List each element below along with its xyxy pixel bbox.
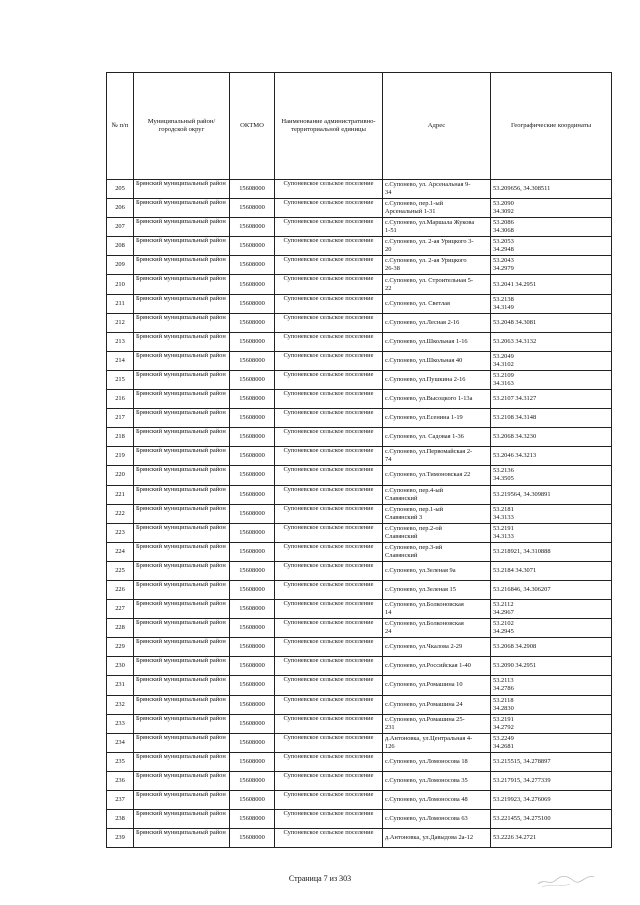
unit-cell: Супоневское сельское поселение — [275, 428, 383, 447]
header-unit: Наименование административно-территориальной единицы — [275, 73, 383, 180]
row-number: 239 — [107, 829, 134, 848]
coordinates-cell: 53.2184 34.3071 — [491, 561, 612, 580]
page-number: Страница 7 из 303 — [288, 874, 352, 883]
district-cell: Брянский муниципальный район — [134, 351, 230, 370]
coordinates-cell: 53.215515, 34.278897 — [491, 752, 612, 771]
coordinates-cell: 53.2068 34.2908 — [491, 638, 612, 657]
address-cell: д.Антоновка, ул.Давыдова 2а-12 — [383, 829, 491, 848]
row-number: 218 — [107, 428, 134, 447]
row-number: 224 — [107, 542, 134, 561]
unit-cell: Супоневское сельское поселение — [275, 370, 383, 389]
address-cell: с.Супонево, ул. Светлая — [383, 294, 491, 313]
unit-cell: Супоневское сельское поселение — [275, 294, 383, 313]
unit-cell: Супоневское сельское поселение — [275, 485, 383, 504]
row-number: 206 — [107, 199, 134, 218]
unit-cell: Супоневское сельское поселение — [275, 409, 383, 428]
oktmo-cell: 15608000 — [230, 600, 275, 619]
header-num: № п/п — [107, 73, 134, 180]
district-cell: Брянский муниципальный район — [134, 218, 230, 237]
address-cell: с.Супонево, ул.Ромашина 24 — [383, 695, 491, 714]
district-cell: Брянский муниципальный район — [134, 714, 230, 733]
header-district: Муниципальный район/городской округ — [134, 73, 230, 180]
district-cell: Брянский муниципальный район — [134, 561, 230, 580]
oktmo-cell: 15608000 — [230, 695, 275, 714]
header-address: Адрес — [383, 73, 491, 180]
coordinates-cell: 53.2226 34.2721 — [491, 829, 612, 848]
oktmo-cell: 15608000 — [230, 390, 275, 409]
oktmo-cell: 15608000 — [230, 275, 275, 294]
table-row — [107, 256, 612, 275]
oktmo-cell: 15608000 — [230, 199, 275, 218]
oktmo-cell: 15608000 — [230, 332, 275, 351]
unit-cell: Супоневское сельское поселение — [275, 600, 383, 619]
coordinates-cell: 53.2043 34.2979 — [491, 256, 612, 275]
district-cell: Брянский муниципальный район — [134, 657, 230, 676]
coordinates-cell: 53.2191 34.3133 — [491, 523, 612, 542]
address-cell: с.Супонево, ул.Школьная 1-16 — [383, 332, 491, 351]
address-cell: с.Супонево, ул.Зеленая 9а — [383, 561, 491, 580]
row-number: 233 — [107, 714, 134, 733]
row-number: 219 — [107, 447, 134, 466]
address-cell: с.Супонево, ул.Первомайская 2- 74 — [383, 447, 491, 466]
row-number: 212 — [107, 313, 134, 332]
coordinates-cell: 53.217915, 34.277339 — [491, 771, 612, 790]
oktmo-cell: 15608000 — [230, 447, 275, 466]
unit-cell: Супоневское сельское поселение — [275, 791, 383, 810]
district-cell: Брянский муниципальный район — [134, 313, 230, 332]
table-row — [107, 714, 612, 733]
table-row — [107, 428, 612, 447]
coordinates-cell: 53.2090 34.3092 — [491, 199, 612, 218]
address-cell: с.Супонево, ул.Ломоносова 35 — [383, 771, 491, 790]
unit-cell: Супоневское сельское поселение — [275, 313, 383, 332]
table-row — [107, 180, 612, 199]
table-row — [107, 447, 612, 466]
address-cell: с.Супонево, пер.4-ый Славянский — [383, 485, 491, 504]
unit-cell: Супоневское сельское поселение — [275, 752, 383, 771]
address-cell: с.Супонево, ул. 2-ая Урицкого 26-38 — [383, 256, 491, 275]
table-row — [107, 294, 612, 313]
table-row — [107, 791, 612, 810]
unit-cell: Супоневское сельское поселение — [275, 657, 383, 676]
table-row — [107, 619, 612, 638]
row-number: 235 — [107, 752, 134, 771]
register-sheet — [106, 72, 611, 848]
district-cell: Брянский муниципальный район — [134, 294, 230, 313]
coordinates-cell: 53.2249 34.2681 — [491, 733, 612, 752]
unit-cell: Супоневское сельское поселение — [275, 619, 383, 638]
table-row — [107, 504, 612, 523]
row-number: 221 — [107, 485, 134, 504]
oktmo-cell: 15608000 — [230, 485, 275, 504]
district-cell: Брянский муниципальный район — [134, 619, 230, 638]
table-row — [107, 523, 612, 542]
district-cell: Брянский муниципальный район — [134, 791, 230, 810]
district-cell: Брянский муниципальный район — [134, 752, 230, 771]
row-number: 237 — [107, 791, 134, 810]
district-cell: Брянский муниципальный район — [134, 390, 230, 409]
table-row — [107, 485, 612, 504]
table-row — [107, 351, 612, 370]
unit-cell: Супоневское сельское поселение — [275, 351, 383, 370]
oktmo-cell: 15608000 — [230, 791, 275, 810]
table-row — [107, 313, 612, 332]
row-number: 210 — [107, 275, 134, 294]
address-cell: с.Супонево, ул.Чкалова 2-29 — [383, 638, 491, 657]
district-cell: Брянский муниципальный район — [134, 485, 230, 504]
district-cell: Брянский муниципальный район — [134, 409, 230, 428]
address-cell: с.Супонево, ул.Пушкина 2-16 — [383, 370, 491, 389]
coordinates-cell: 53.2109 34.3163 — [491, 370, 612, 389]
coordinates-cell: 53.218921, 34.310888 — [491, 542, 612, 561]
table-row — [107, 370, 612, 389]
row-number: 229 — [107, 638, 134, 657]
row-number: 232 — [107, 695, 134, 714]
district-cell: Брянский муниципальный район — [134, 180, 230, 199]
district-cell: Брянский муниципальный район — [134, 810, 230, 829]
unit-cell: Супоневское сельское поселение — [275, 638, 383, 657]
oktmo-cell: 15608000 — [230, 294, 275, 313]
address-cell: с.Супонево, ул.Тимоновская 22 — [383, 466, 491, 485]
oktmo-cell: 15608000 — [230, 580, 275, 599]
district-cell: Брянский муниципальный район — [134, 447, 230, 466]
district-cell: Брянский муниципальный район — [134, 695, 230, 714]
district-cell: Брянский муниципальный район — [134, 676, 230, 695]
unit-cell: Супоневское сельское поселение — [275, 523, 383, 542]
coordinates-cell: 53.2049 34.3102 — [491, 351, 612, 370]
address-cell: с.Супонево, ул.Российская 1-40 — [383, 657, 491, 676]
address-cell: с.Супонево, ул.Ломоносова 18 — [383, 752, 491, 771]
table-row — [107, 810, 612, 829]
district-cell: Брянский муниципальный район — [134, 523, 230, 542]
table-body — [107, 180, 612, 848]
oktmo-cell: 15608000 — [230, 561, 275, 580]
row-number: 211 — [107, 294, 134, 313]
district-cell: Брянский муниципальный район — [134, 256, 230, 275]
unit-cell: Супоневское сельское поселение — [275, 695, 383, 714]
oktmo-cell: 15608000 — [230, 351, 275, 370]
oktmo-cell: 15608000 — [230, 657, 275, 676]
header-oktmo: ОКТМО — [230, 73, 275, 180]
address-cell: с.Супонево, ул.Ромашина 25- 231 — [383, 714, 491, 733]
address-cell: с.Супонево, ул. Строительная 5- 22 — [383, 275, 491, 294]
oktmo-cell: 15608000 — [230, 523, 275, 542]
table-row — [107, 600, 612, 619]
unit-cell: Супоневское сельское поселение — [275, 390, 383, 409]
table-row — [107, 332, 612, 351]
unit-cell: Супоневское сельское поселение — [275, 237, 383, 256]
oktmo-cell: 15608000 — [230, 733, 275, 752]
table-row — [107, 638, 612, 657]
coordinates-cell: 53.2041 34.2951 — [491, 275, 612, 294]
address-cell: с.Супонево, ул.Болконовская 14 — [383, 600, 491, 619]
unit-cell: Супоневское сельское поселение — [275, 199, 383, 218]
table-row — [107, 237, 612, 256]
oktmo-cell: 15608000 — [230, 504, 275, 523]
address-cell: с.Супонево, пер.1-ый Славянский 3 — [383, 504, 491, 523]
unit-cell: Супоневское сельское поселение — [275, 447, 383, 466]
coordinates-cell: 53.209656, 34.308511 — [491, 180, 612, 199]
coordinates-cell: 53.2138 34.3149 — [491, 294, 612, 313]
oktmo-cell: 15608000 — [230, 237, 275, 256]
address-cell: с.Супонево, пер.1-ый Арсенальный 1-31 — [383, 199, 491, 218]
district-cell: Брянский муниципальный район — [134, 733, 230, 752]
coordinates-cell: 53.2113 34.2786 — [491, 676, 612, 695]
unit-cell: Супоневское сельское поселение — [275, 180, 383, 199]
table-header — [107, 73, 612, 180]
row-number: 207 — [107, 218, 134, 237]
oktmo-cell: 15608000 — [230, 676, 275, 695]
row-number: 208 — [107, 237, 134, 256]
table-row — [107, 771, 612, 790]
table-row — [107, 199, 612, 218]
address-cell: с.Супонево, ул. Садовая 1-36 — [383, 428, 491, 447]
coordinates-cell: 53.2107 34.3127 — [491, 390, 612, 409]
table-row — [107, 733, 612, 752]
coordinates-cell: 53.216846, 34.306207 — [491, 580, 612, 599]
row-number: 227 — [107, 600, 134, 619]
row-number: 230 — [107, 657, 134, 676]
oktmo-cell: 15608000 — [230, 466, 275, 485]
table-row — [107, 409, 612, 428]
oktmo-cell: 15608000 — [230, 619, 275, 638]
unit-cell: Супоневское сельское поселение — [275, 256, 383, 275]
oktmo-cell: 15608000 — [230, 218, 275, 237]
district-cell: Брянский муниципальный район — [134, 275, 230, 294]
unit-cell: Супоневское сельское поселение — [275, 714, 383, 733]
table-row — [107, 542, 612, 561]
row-number: 216 — [107, 390, 134, 409]
coordinates-cell: 53.2108 34.3148 — [491, 409, 612, 428]
row-number: 228 — [107, 619, 134, 638]
row-number: 220 — [107, 466, 134, 485]
address-cell: с.Супонево, ул.Маршала Жукова 1-51 — [383, 218, 491, 237]
row-number: 238 — [107, 810, 134, 829]
row-number: 236 — [107, 771, 134, 790]
address-cell: с.Супонево, ул.Школьная 40 — [383, 351, 491, 370]
address-cell: с.Супонево, ул. Арсенальная 9- 34 — [383, 180, 491, 199]
table-row — [107, 561, 612, 580]
address-cell: с.Супонево, пер.3-ий Славянский — [383, 542, 491, 561]
row-number: 209 — [107, 256, 134, 275]
coordinates-cell: 53.2053 34.2948 — [491, 237, 612, 256]
oktmo-cell: 15608000 — [230, 409, 275, 428]
oktmo-cell: 15608000 — [230, 638, 275, 657]
locations-table — [106, 72, 612, 848]
address-cell: с.Супонево, пер.2-ой Славянский — [383, 523, 491, 542]
district-cell: Брянский муниципальный район — [134, 600, 230, 619]
coordinates-cell: 53.219923, 34.276069 — [491, 791, 612, 810]
unit-cell: Супоневское сельское поселение — [275, 733, 383, 752]
oktmo-cell: 15608000 — [230, 752, 275, 771]
address-cell: с.Супонево, ул.Зеленая 15 — [383, 580, 491, 599]
table-row — [107, 829, 612, 848]
district-cell: Брянский муниципальный район — [134, 428, 230, 447]
row-number: 205 — [107, 180, 134, 199]
row-number: 222 — [107, 504, 134, 523]
coordinates-cell: 53.2112 34.2967 — [491, 600, 612, 619]
coordinates-cell: 53.2102 34.2945 — [491, 619, 612, 638]
oktmo-cell: 15608000 — [230, 829, 275, 848]
header-coords: Географические координаты — [491, 73, 612, 180]
coordinates-cell: 53.2118 34.2830 — [491, 695, 612, 714]
coordinates-cell: 53.2046 34.3213 — [491, 447, 612, 466]
oktmo-cell: 15608000 — [230, 370, 275, 389]
unit-cell: Супоневское сельское поселение — [275, 332, 383, 351]
unit-cell: Супоневское сельское поселение — [275, 504, 383, 523]
row-number: 234 — [107, 733, 134, 752]
address-cell: с.Супонево, ул.Лесная 2-16 — [383, 313, 491, 332]
district-cell: Брянский муниципальный район — [134, 237, 230, 256]
district-cell: Брянский муниципальный район — [134, 504, 230, 523]
row-number: 217 — [107, 409, 134, 428]
unit-cell: Супоневское сельское поселение — [275, 466, 383, 485]
district-cell: Брянский муниципальный район — [134, 638, 230, 657]
oktmo-cell: 15608000 — [230, 256, 275, 275]
address-cell: с.Супонево, ул.Высоцкого 1-13а — [383, 390, 491, 409]
coordinates-cell: 53.219564, 34.309891 — [491, 485, 612, 504]
table-row — [107, 275, 612, 294]
table-row — [107, 218, 612, 237]
unit-cell: Супоневское сельское поселение — [275, 275, 383, 294]
row-number: 213 — [107, 332, 134, 351]
oktmo-cell: 15608000 — [230, 428, 275, 447]
coordinates-cell: 53.2086 34.3068 — [491, 218, 612, 237]
signature-mark — [536, 868, 596, 890]
unit-cell: Супоневское сельское поселение — [275, 810, 383, 829]
table-row — [107, 676, 612, 695]
address-cell: с.Супонево, ул. 2-ая Урицкого 3- 20 — [383, 237, 491, 256]
coordinates-cell: 53.221455, 34.275100 — [491, 810, 612, 829]
coordinates-cell: 53.2136 34.3505 — [491, 466, 612, 485]
unit-cell: Супоневское сельское поселение — [275, 829, 383, 848]
unit-cell: Супоневское сельское поселение — [275, 580, 383, 599]
table-row — [107, 752, 612, 771]
address-cell: д.Антоновка, ул.Центральная 4- 126 — [383, 733, 491, 752]
unit-cell: Супоневское сельское поселение — [275, 771, 383, 790]
district-cell: Брянский муниципальный район — [134, 466, 230, 485]
row-number: 215 — [107, 370, 134, 389]
coordinates-cell: 53.2090 34.2951 — [491, 657, 612, 676]
coordinates-cell: 53.2068 34.3230 — [491, 428, 612, 447]
table-row — [107, 695, 612, 714]
unit-cell: Супоневское сельское поселение — [275, 676, 383, 695]
address-cell: с.Супонево, ул.Болконовская 24 — [383, 619, 491, 638]
address-cell: с.Супонево, ул.Ломоносова 48 — [383, 791, 491, 810]
oktmo-cell: 15608000 — [230, 810, 275, 829]
table-row — [107, 390, 612, 409]
unit-cell: Супоневское сельское поселение — [275, 561, 383, 580]
address-cell: с.Супонево, ул.Есенина 1-19 — [383, 409, 491, 428]
coordinates-cell: 53.2063 34.3132 — [491, 332, 612, 351]
row-number: 214 — [107, 351, 134, 370]
table-row — [107, 466, 612, 485]
district-cell: Брянский муниципальный район — [134, 580, 230, 599]
district-cell: Брянский муниципальный район — [134, 771, 230, 790]
unit-cell: Супоневское сельское поселение — [275, 542, 383, 561]
unit-cell: Супоневское сельское поселение — [275, 218, 383, 237]
oktmo-cell: 15608000 — [230, 542, 275, 561]
district-cell: Брянский муниципальный район — [134, 332, 230, 351]
row-number: 225 — [107, 561, 134, 580]
address-cell: с.Супонево, ул.Ломоносова 63 — [383, 810, 491, 829]
row-number: 231 — [107, 676, 134, 695]
oktmo-cell: 15608000 — [230, 771, 275, 790]
district-cell: Брянский муниципальный район — [134, 199, 230, 218]
district-cell: Брянский муниципальный район — [134, 829, 230, 848]
table-row — [107, 580, 612, 599]
district-cell: Брянский муниципальный район — [134, 542, 230, 561]
row-number: 223 — [107, 523, 134, 542]
row-number: 226 — [107, 580, 134, 599]
coordinates-cell: 53.2181 34.3133 — [491, 504, 612, 523]
oktmo-cell: 15608000 — [230, 313, 275, 332]
address-cell: с.Супонево, ул.Ромашина 10 — [383, 676, 491, 695]
oktmo-cell: 15608000 — [230, 180, 275, 199]
table-row — [107, 657, 612, 676]
oktmo-cell: 15608000 — [230, 714, 275, 733]
coordinates-cell: 53.2048 34.3081 — [491, 313, 612, 332]
coordinates-cell: 53.2191 34.2792 — [491, 714, 612, 733]
district-cell: Брянский муниципальный район — [134, 370, 230, 389]
